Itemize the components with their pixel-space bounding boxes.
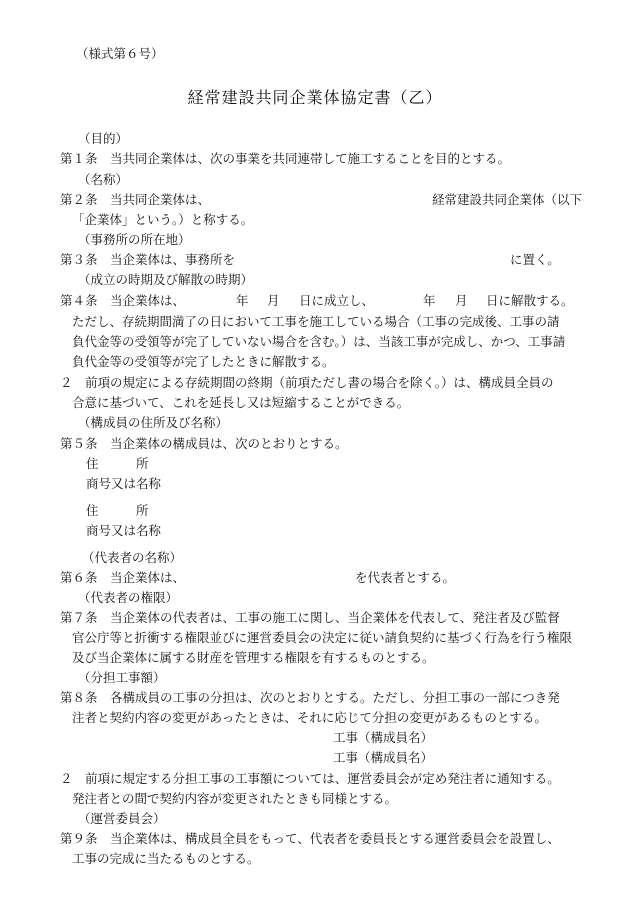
article-3-suffix: に置く。 (510, 252, 560, 267)
article-9: 第９条 当企業体は、構成員全員をもって、代表者を委員長とする運営委員会を設置し、 (60, 831, 560, 846)
heading-committee: （運営委員会） (78, 811, 166, 826)
member-2-address-label: 住 所 (86, 503, 149, 518)
article-4-day-end: 日に解散する。 (486, 293, 574, 308)
member-1-name-label: 商号又は名称 (86, 476, 162, 491)
article-5: 第５条 当企業体の構成員は、次のとおりとする。 (60, 436, 348, 451)
article-4-para-2: ２ 前項の規定による存続期間の終期（前項ただし書の場合を除く。）は、構成員全員の (60, 375, 554, 390)
article-7-cont-1: 官公庁等と折衝する権限並びに運営委員会の決定に従い請負契約に基づく行為を行う権限 (72, 630, 573, 645)
heading-name: （名称） (78, 172, 129, 187)
article-2-cont: 「企業体」という。）と称する。 (72, 212, 254, 227)
article-9-cont: 工事の完成に当たるものとする。 (72, 851, 260, 866)
form-number: （様式第６号） (76, 46, 164, 61)
article-8-cont: 注者と契約内容の変更があったときは、それに応じて分担の変更があるものとする。 (72, 710, 547, 725)
member-1-address-label: 住 所 (86, 456, 149, 471)
article-6-suffix: を代表者とする。 (355, 570, 456, 585)
article-2: 第２条 当共同企業体は、 (60, 192, 211, 207)
article-4-month-start: 月 (267, 293, 280, 308)
article-4-proviso-3: 負代金等の受領等が完了したときに解散する。 (72, 354, 335, 369)
article-8-para-2: ２ 前項に規定する分担工事の工事額については、運営委員会が定め発注者に通知する。 (60, 771, 560, 786)
article-4: 第４条 当企業体は、 (60, 293, 186, 308)
article-4-para-2-cont: 合意に基づいて、これを延長し又は短縮することができる。 (72, 395, 410, 410)
heading-period: （成立の時期及び解散の時期） (78, 272, 254, 287)
article-4-year-start: 年 (236, 293, 249, 308)
article-4-day-start: 日に成立し、 (299, 293, 375, 308)
member-2-name-label: 商号又は名称 (86, 523, 162, 538)
heading-authority: （代表者の権限） (78, 590, 179, 605)
article-7-cont-2: 及び当企業体に属する財産を管理する権限を有するものとする。 (72, 650, 435, 665)
allotment-work-1: 工事（構成員名） (333, 730, 434, 745)
heading-office: （事務所の所在地） (78, 232, 191, 247)
article-6: 第６条 当企業体は、 (60, 570, 186, 585)
article-2-name-suffix: 経常建設共同企業体（以下 (432, 192, 583, 207)
heading-purpose: （目的） (78, 131, 129, 146)
heading-members: （構成員の住所及び名称） (78, 415, 229, 430)
article-7: 第７条 当企業体の代表者は、工事の施工に関し、当企業体を代表して、発注者及び監督 (60, 610, 560, 625)
allotment-work-2: 工事（構成員名） (333, 750, 434, 765)
document-title: 経常建設共同企業体協定書（乙） (187, 88, 443, 107)
heading-representative: （代表者の名称） (82, 550, 183, 565)
article-8: 第８条 各構成員の工事の分担は、次のとおりとする。ただし、分担工事の一部につき発 (60, 690, 560, 705)
article-4-year-end: 年 (423, 293, 436, 308)
article-4-proviso-2: 負代金等の受領等が完了していない場合を含む。）は、当該工事が完成し、かつ、工事請 (72, 334, 566, 349)
article-3: 第３条 当企業体は、事務所を (60, 252, 236, 267)
heading-allotment: （分担工事額） (78, 670, 166, 685)
article-4-proviso-1: ただし、存続期間満了の日において工事を施工している場合（工事の完成後、工事の請 (72, 314, 560, 329)
article-8-para-2-cont: 発注者との間で契約内容が変更されたときも同様とする。 (72, 791, 398, 806)
article-4-month-end: 月 (455, 293, 468, 308)
article-1: 第１条 当共同企業体は、次の事業を共同連帯して施工することを目的とする。 (60, 151, 511, 166)
